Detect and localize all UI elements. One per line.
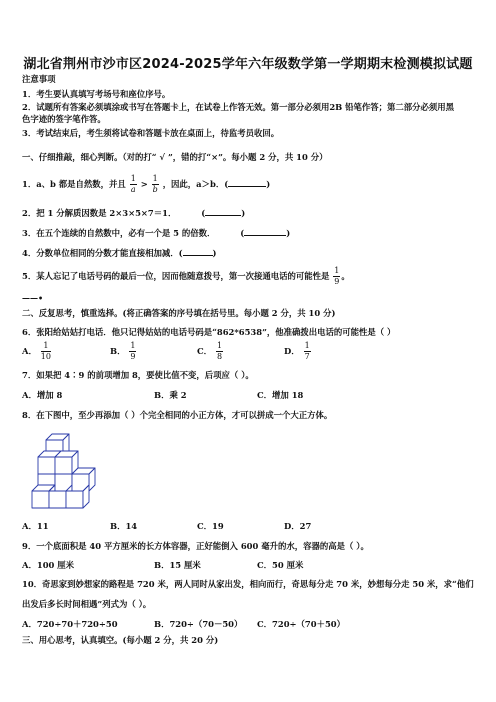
cube-face bbox=[55, 457, 72, 474]
option-c[interactable]: C．50 厘米 bbox=[257, 560, 304, 570]
denominator: 10 bbox=[40, 352, 51, 361]
page-title: 湖北省荆州市沙市区2024-2025学年六年级数学第一学期期末检测模拟试题 bbox=[23, 57, 473, 72]
numerator: 1 bbox=[216, 341, 223, 350]
question-2: 2．把 1 分解质因数是 2×3×5×7＝1． ( ) bbox=[22, 208, 246, 218]
question-text: ，因此，a＞b．( bbox=[162, 179, 229, 189]
question-text: 3．在五个连续的自然数中，必有一个是 5 的倍数． bbox=[22, 228, 216, 238]
notice-item: 3．考试结束后，考生须将试卷和答题卡放在桌面上，待监考员收回。 bbox=[22, 128, 280, 138]
option-d[interactable] bbox=[284, 341, 312, 362]
question-8: 8．在下图中，至少再添加（ ）个完全相同的小正方体，才可以拼成一个大正方体。 bbox=[22, 410, 333, 420]
question-text: 1．a、b 都是自然数，并且 bbox=[22, 179, 126, 189]
option-b[interactable]: B．15 厘米 bbox=[154, 560, 201, 570]
cube-face bbox=[49, 491, 66, 508]
option-c[interactable]: C．增加 18 bbox=[257, 390, 304, 400]
numerator: 1 bbox=[41, 341, 51, 352]
fraction bbox=[216, 341, 223, 362]
option-b[interactable]: B．乘 2 bbox=[154, 390, 187, 400]
question-10-cont: 出发后多长时间相遇”列式为（ ）。 bbox=[22, 599, 152, 609]
notice-item: 2．试题所有答案必须填涂或书写在答题卡上，在试卷上作答无效。第一部分必须用2B 铅笔作答；第二部分必须用黑 bbox=[22, 102, 455, 112]
question-9: 9．一个底面积是 40 平方厘米的长方体容器，正好能倒入 600 毫升的水，容器的高是（ ）。 bbox=[22, 541, 369, 551]
question-text: 4．分数单位相同的分数才能直接相加减．( bbox=[22, 248, 183, 258]
question-7: 7．如果把 4∶9 的前项增加 8，要使比值不变，后项应（ ）。 bbox=[22, 370, 254, 380]
option-b[interactable]: B．14 bbox=[110, 521, 138, 531]
separator: ——• bbox=[22, 293, 44, 303]
notice-item: 色字迹的签字笔作答。 bbox=[22, 114, 106, 124]
option-label: C． bbox=[197, 346, 213, 356]
question-5 bbox=[22, 266, 350, 287]
question-text: 5．某人忘记了电话号码的最后一位，因而他随意拨号，第一次接通电话的可能性是 bbox=[22, 271, 330, 281]
question-text: ) bbox=[266, 179, 271, 189]
option-a[interactable]: A．100 厘米 bbox=[22, 560, 75, 570]
option-label: B． bbox=[110, 346, 126, 356]
option-label: D． bbox=[284, 346, 300, 356]
question-text: 2．把 1 分解质因数是 2×3×5×7＝1． bbox=[22, 208, 177, 218]
question-3: 3．在五个连续的自然数中，必有一个是 5 的倍数． ( ) bbox=[22, 228, 291, 238]
cube-face bbox=[32, 491, 49, 508]
denominator: 9 bbox=[334, 277, 340, 286]
option-c[interactable]: C．720÷（70＋50） bbox=[257, 619, 345, 629]
option-c[interactable]: C．19 bbox=[197, 521, 224, 531]
option-b[interactable] bbox=[110, 341, 137, 362]
question-4: 4．分数单位相同的分数才能直接相加减．( ) bbox=[22, 248, 217, 258]
answer-blank[interactable] bbox=[183, 247, 213, 256]
fraction bbox=[129, 341, 136, 362]
numerator: 1 bbox=[334, 266, 340, 275]
section-heading: 一、仔细推敲，细心判断。（对的打“ √ ”，错的打“×”。每小题 2 分，共 10 分） bbox=[22, 152, 328, 162]
option-b[interactable]: B．720÷（70－50） bbox=[154, 619, 243, 629]
cube-stack-figure bbox=[30, 430, 106, 512]
option-a[interactable] bbox=[22, 341, 52, 362]
question-6: 6．张阳给姑姑打电话．他只记得姑姑的电话号码是“862*6538”，他准确拨出电话的可能性是（ ） bbox=[22, 327, 396, 337]
denominator: 7 bbox=[304, 352, 310, 361]
cube-face bbox=[55, 474, 72, 491]
question-text: 。 bbox=[341, 271, 350, 281]
fraction bbox=[152, 174, 159, 195]
option-label: A． bbox=[22, 346, 37, 356]
answer-blank[interactable] bbox=[244, 227, 286, 236]
option-a[interactable]: A．11 bbox=[22, 521, 49, 531]
denominator: a bbox=[130, 185, 136, 194]
fraction bbox=[130, 174, 137, 195]
operator: > bbox=[140, 179, 148, 189]
answer-blank[interactable] bbox=[228, 178, 266, 187]
numerator: 1 bbox=[304, 341, 310, 350]
denominator: 9 bbox=[130, 352, 136, 361]
numerator: 1 bbox=[152, 174, 158, 183]
option-c[interactable] bbox=[197, 341, 224, 362]
denominator: b bbox=[152, 185, 158, 194]
option-a[interactable]: A．720÷70＋720÷50 bbox=[22, 619, 118, 629]
cube-face bbox=[66, 491, 83, 508]
fraction bbox=[304, 341, 311, 362]
denominator: 8 bbox=[216, 352, 223, 361]
cube-face bbox=[38, 457, 55, 474]
option-d[interactable]: D．27 bbox=[284, 521, 312, 531]
section-heading: 三、用心思考，认真填空。(每小题 2 分，共 20 分) bbox=[22, 635, 219, 645]
notice-heading: 注意事项 bbox=[22, 74, 56, 84]
question-10: 10．奇思家到妙想家的路程是 720 米，两人同时从家出发，相向而行，奇思每分走 70 米，妙想每分走 50 米，求“他们 bbox=[22, 579, 474, 589]
numerator: 1 bbox=[130, 174, 136, 183]
question-1 bbox=[22, 174, 270, 195]
fraction bbox=[333, 266, 340, 287]
fraction bbox=[41, 341, 51, 362]
option-a[interactable]: A．增加 8 bbox=[22, 390, 63, 400]
notice-item: 1．考生要认真填写考场号和座位序号。 bbox=[22, 89, 171, 99]
numerator: 1 bbox=[130, 341, 136, 350]
answer-blank[interactable] bbox=[205, 207, 241, 216]
section-heading: 二、反复思考，慎重选择。(将正确答案的序号填在括号里。每小题 2 分，共 10 分) bbox=[22, 308, 336, 318]
